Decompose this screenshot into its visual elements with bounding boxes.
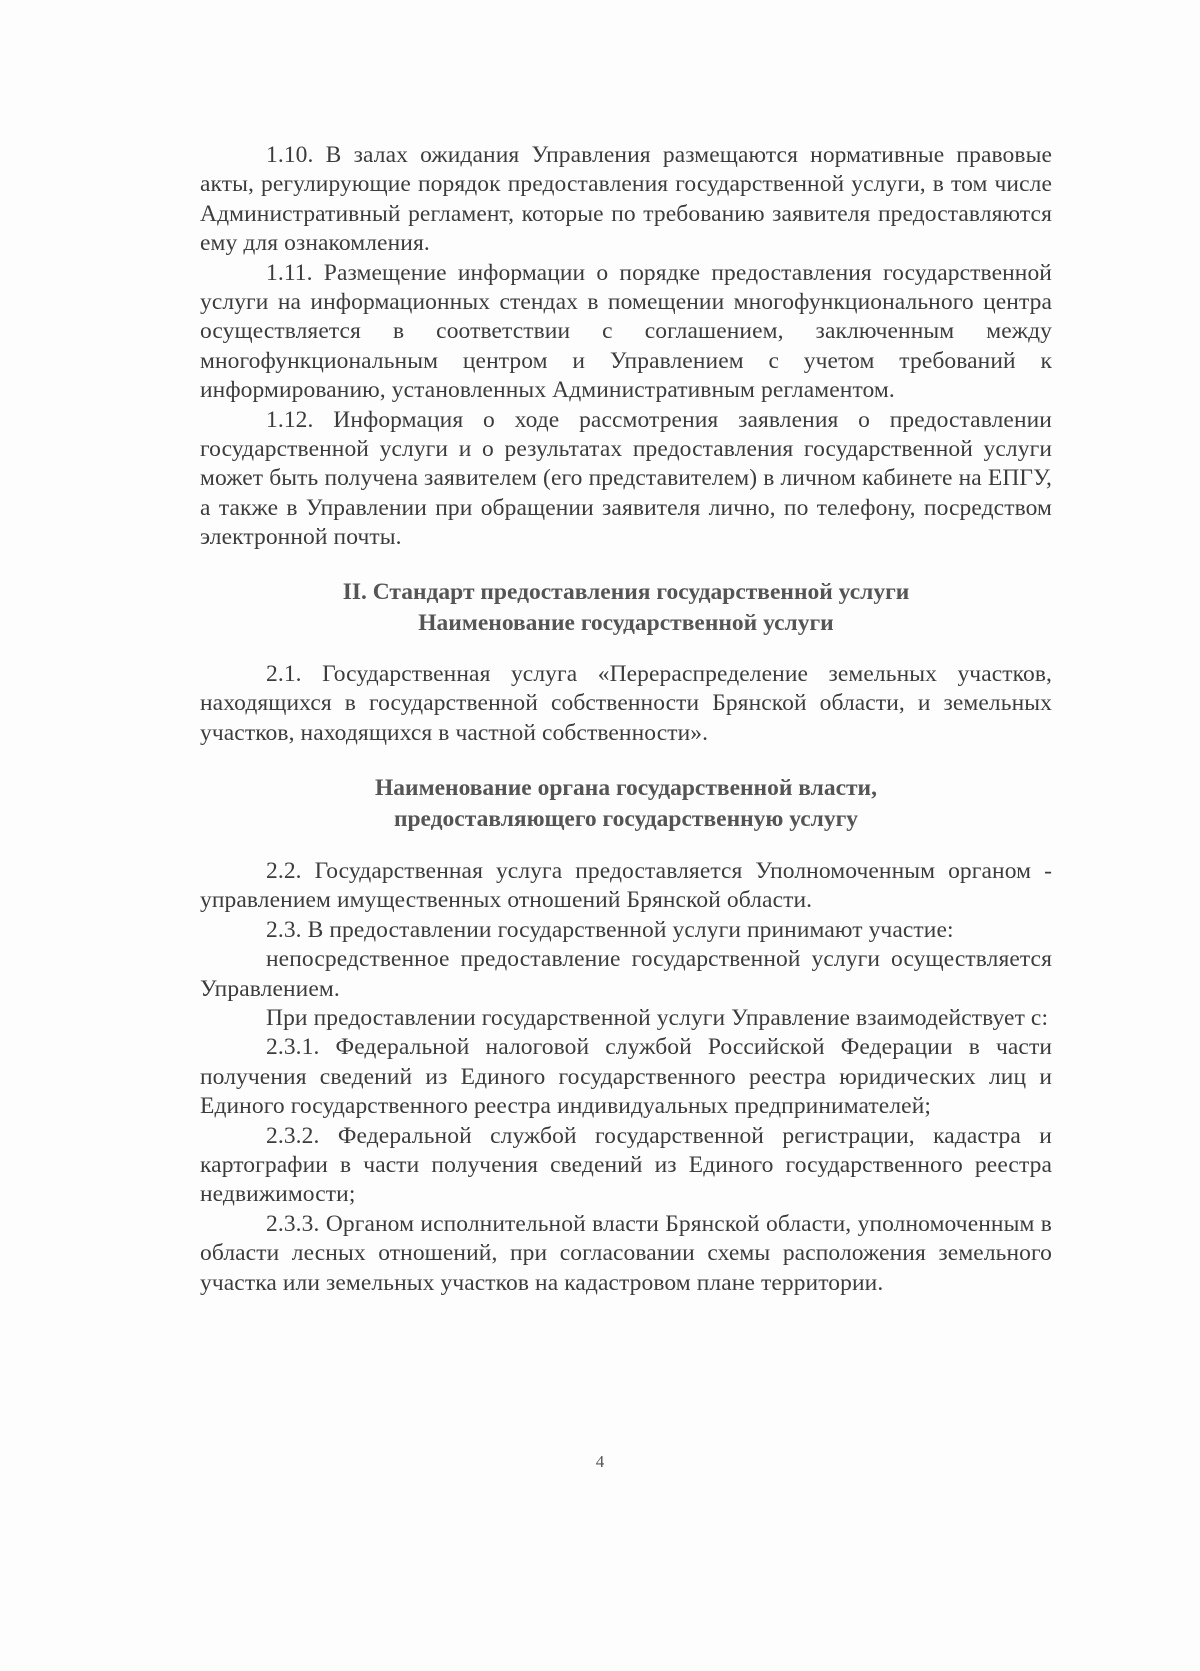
- authority-block: [200, 857, 1052, 1298]
- paragraph-2-3-3: 2.3.3. Органом исполнительной власти Брянской области, уполномоченным в области лесных отношений, при согласовании схемы расположения земельного участка или земельных участков на кадастровом плане территории.: [200, 1210, 1052, 1296]
- page-number: 4: [595, 1452, 605, 1471]
- authority-heading: [200, 773, 1052, 835]
- paragraph-1-12: 1.12. Информация о ходе рассмотрения заявления о предоставлении государственной услуги и о результатах предоставления государственной услуги может быть получена заявителем (его представителем) в личном кабинете на ЕПГУ, а также в Управлении при обращении заявителя лично, по телефону, посредством электронной почты.: [200, 406, 1052, 551]
- paragraph-1-10: 1.10. В залах ожидания Управления размещаются нормативные правовые акты, регулирующие порядок предоставления государственной услуги, в том числе Административный регламент, которые по требованию заявителя предоставляются ему для ознакомления.: [200, 142, 1052, 257]
- section-2-title: II. Стандарт предоставления государственной услуги: [342, 579, 910, 605]
- paragraph-2-1: 2.1. Государственная услуга «Перераспределение земельных участков, находящихся в государственной собственности Брянской области, и земельных участков, находящихся в частной собственности».: [200, 661, 1052, 746]
- paragraph-2-2: 2.2. Государственная услуга предоставляется Уполномоченным органом - управлением имущественных отношений Брянской области.: [200, 858, 1052, 914]
- service-name-title: Наименование государственной услуги: [418, 610, 834, 636]
- paragraph-1-11: 1.11. Размещение информации о порядке предоставления государственной услуги на информационных стендах в помещении многофункционального центра осуществляется в соответствии с соглашением, заключенным между многофункциональным центром и Управлением с учетом требований к информированию, установленных Административным регламентом.: [200, 259, 1052, 404]
- paragraph-2-3: 2.3. В предоставлении государственной услуги принимают участие:: [266, 916, 954, 943]
- paragraph-direct-provision: непосредственное предоставление государственной услуги осуществляется Управлением.: [200, 946, 1052, 1002]
- section-2-heading: [200, 577, 1052, 639]
- service-name-block: [200, 660, 1052, 748]
- authority-title-line2: предоставляющего государственную услугу: [393, 806, 859, 832]
- paragraph-2-3-1: 2.3.1. Федеральной налоговой службой Российской Федерации в части получения сведений из Единого государственного реестра юридических лиц и Единого государственного реестра индивидуальных предпринимателей;: [200, 1034, 1052, 1120]
- paragraph-interacts-with: При предоставлении государственной услуги Управление взаимодействует с:: [266, 1005, 1049, 1032]
- authority-title-line1: Наименование органа государственной власти,: [375, 775, 877, 801]
- paragraph-2-3-2: 2.3.2. Федеральной службой государственной регистрации, кадастра и картографии в части получения сведений из Единого государственного реестра недвижимости;: [200, 1122, 1052, 1208]
- section-1-tail: [200, 141, 1052, 553]
